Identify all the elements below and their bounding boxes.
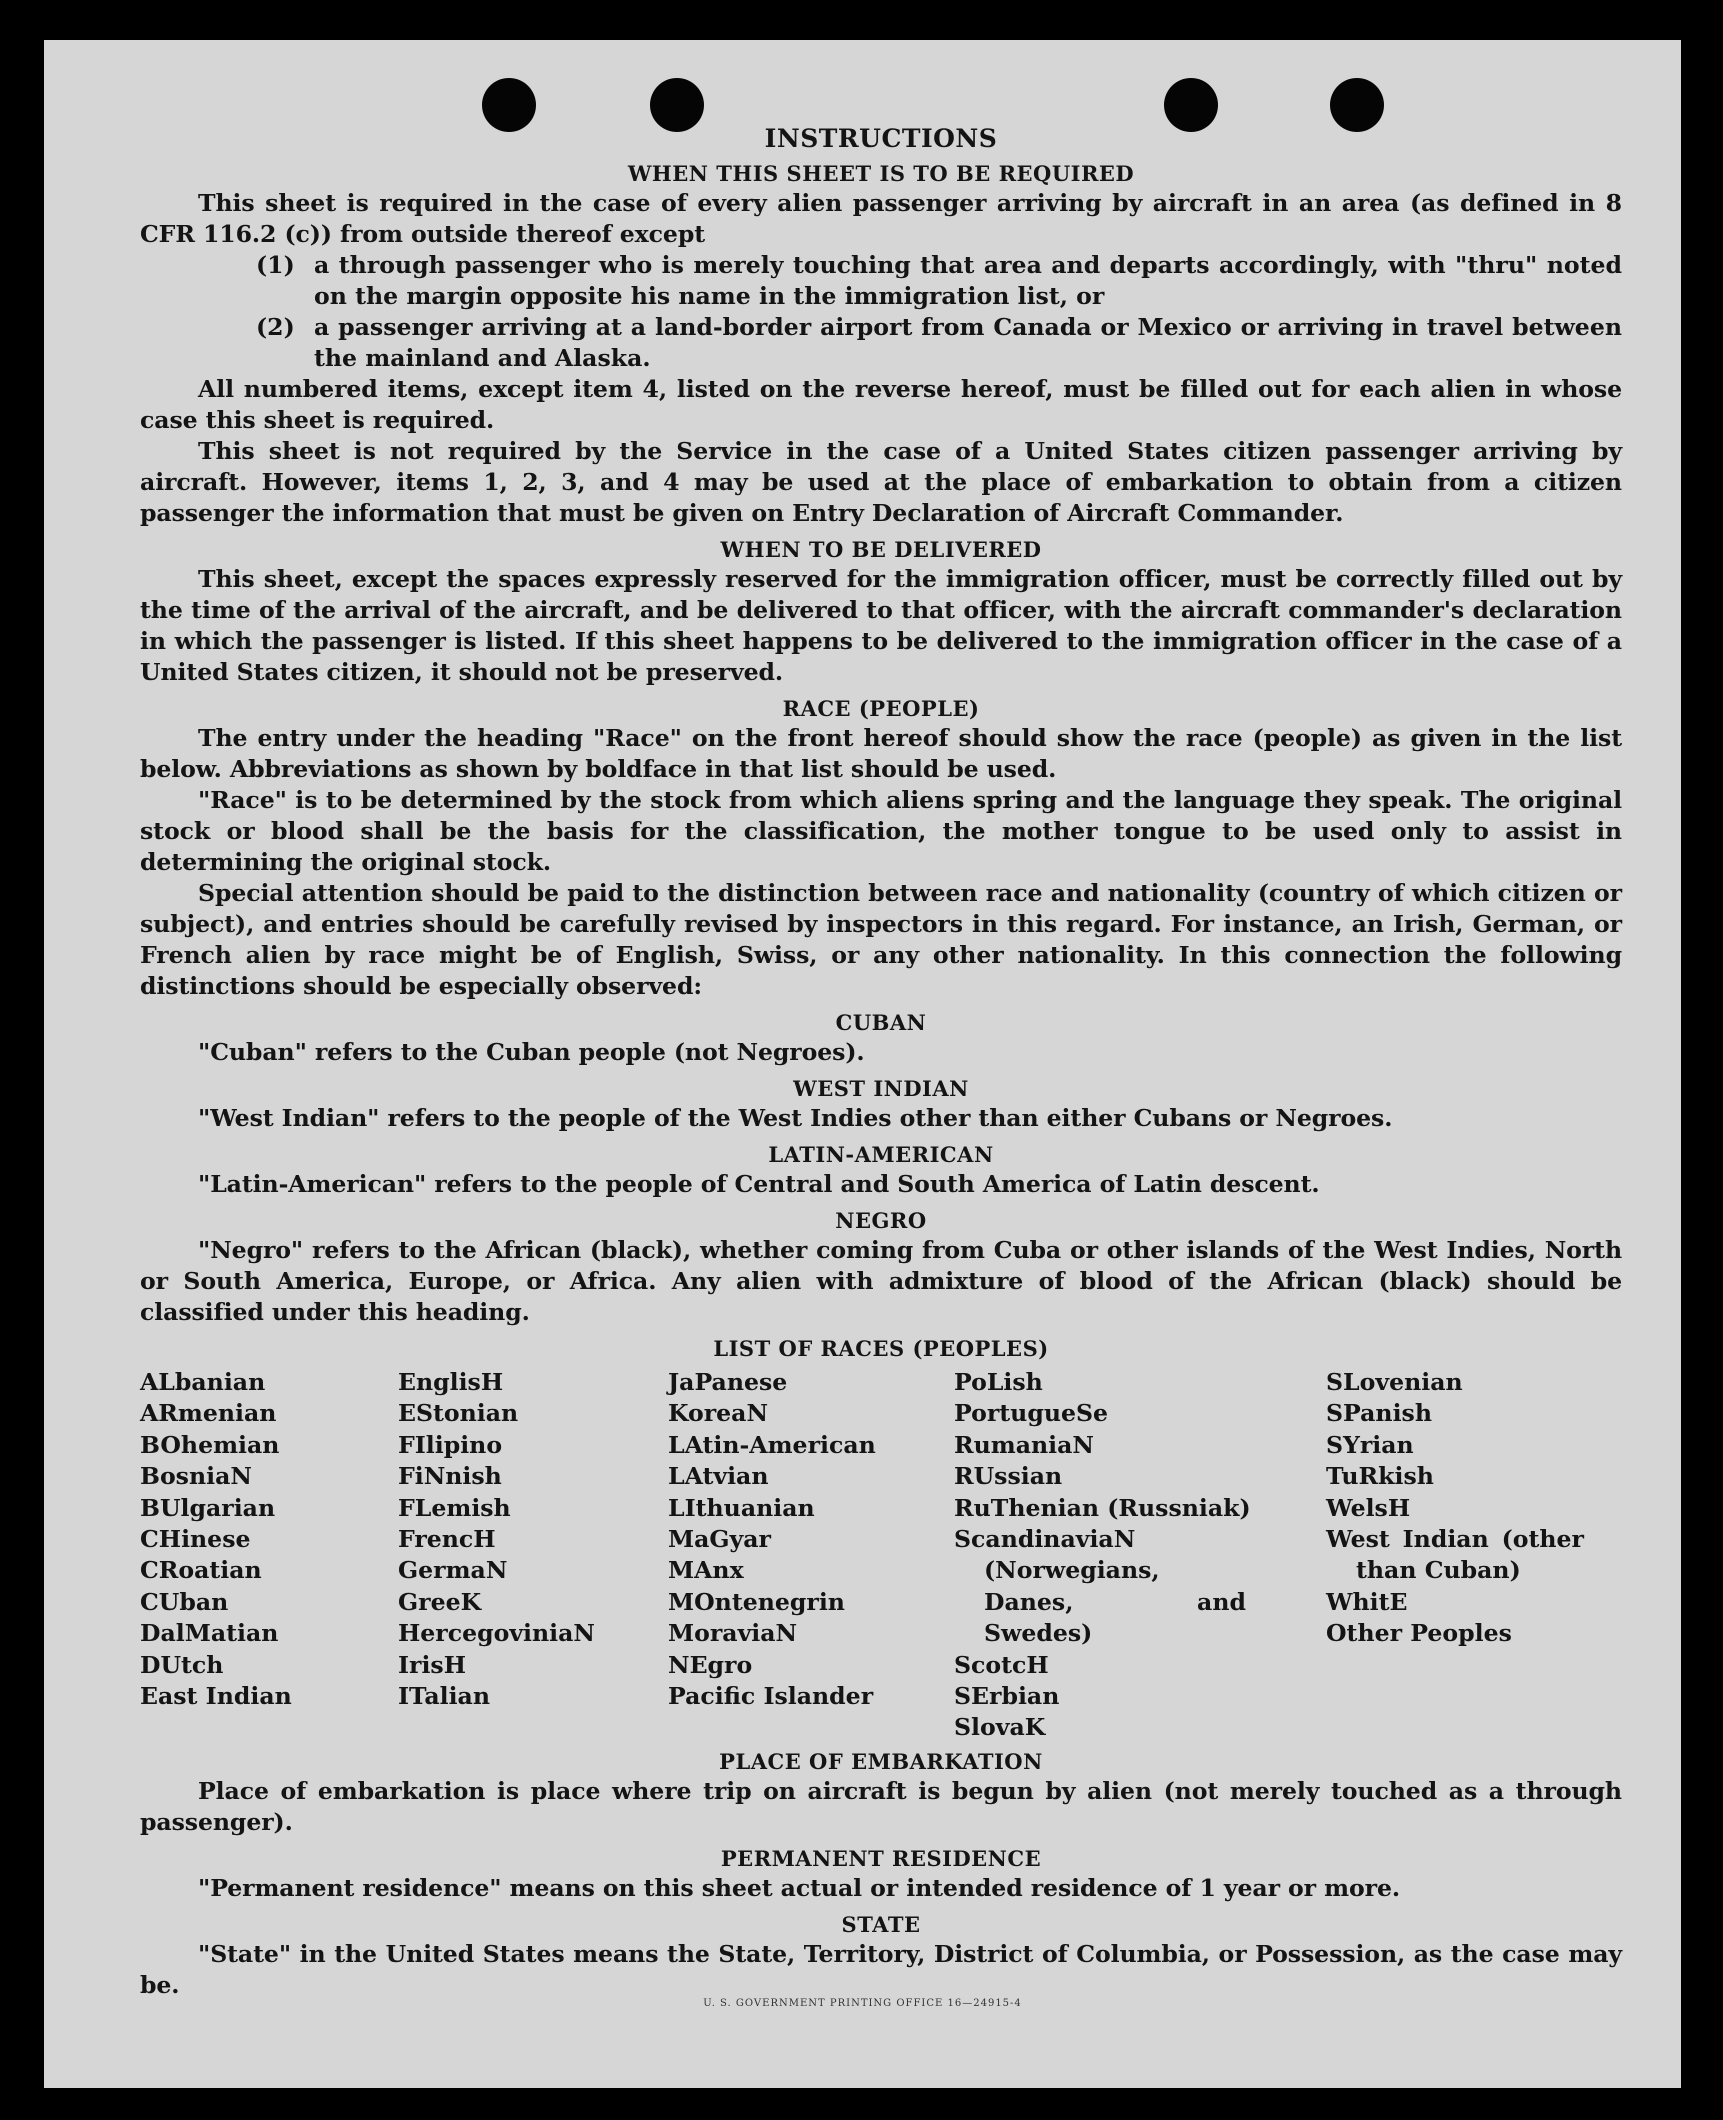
- race-item: LIthuanian: [668, 1493, 815, 1522]
- race-item: ITalian: [398, 1682, 490, 1711]
- section-heading: RACE (PEOPLE): [782, 696, 980, 721]
- race-item: SLovenian: [1326, 1368, 1463, 1396]
- paragraph: This sheet is not required by the Service in the case of a United States citizen passenger arriving by aircraft. However, items 1, 2, 3, and 4 may be used at the place of embarkation to obtain from a citizen passenger the information that must be given on Entry Declaration of Aircraft Commander.: [140, 437, 1622, 527]
- section-heading: CUBAN: [835, 1010, 927, 1035]
- race-column: [668, 1367, 876, 1712]
- section-heading: PLACE OF EMBARKATION: [719, 1749, 1043, 1774]
- race-column: [1326, 1367, 1584, 1650]
- race-column: [140, 1367, 292, 1712]
- race-item: MaGyar: [668, 1525, 771, 1554]
- paragraph: This sheet, except the spaces expressly reserved for the immigration officer, must be correctly filled out by the time of the arrival of the aircraft, and be delivered to that officer, with the aircraft commander's declaration in which the passenger is listed. If this sheet happens to be delivered to the immigration officer in the case of a United States citizen, it should not be preserved.: [140, 565, 1622, 686]
- race-item: EnglisH: [398, 1368, 504, 1396]
- race-item: BOhemian: [140, 1430, 280, 1459]
- race-item: NEgro: [668, 1650, 753, 1679]
- race-item: HercegoviniaN: [398, 1619, 595, 1648]
- race-item: RuThenian (Russniak): [954, 1493, 1251, 1522]
- paragraph: "Permanent residence" means on this sheet actual or intended residence of 1 year or more.: [198, 1874, 1400, 1902]
- race-item: East Indian: [140, 1682, 292, 1711]
- paragraph: This sheet is required in the case of every alien passenger arriving by aircraft in an area (as defined in 8 CFR 116.2 (c)) from outside thereof except: [140, 189, 1622, 248]
- race-item: FLemish: [398, 1493, 511, 1522]
- paragraph: "Latin-American" refers to the people of Central and South America of Latin descent.: [198, 1170, 1320, 1198]
- item-number: (2): [256, 313, 295, 341]
- section-heading: STATE: [841, 1912, 921, 1937]
- paragraph: Place of embarkation is place where trip on aircraft is begun by alien (not merely touched as a through passenger).: [140, 1777, 1622, 1836]
- race-item: LAtvian: [668, 1462, 769, 1491]
- instructions-body: [140, 124, 1622, 2001]
- race-item: RUssian: [954, 1462, 1063, 1491]
- race-item: Pacific Islander: [668, 1682, 874, 1711]
- race-group: [954, 1367, 1251, 1524]
- race-group: [1326, 1587, 1584, 1650]
- race-item: EStonian: [398, 1399, 519, 1428]
- section-heading: LIST OF RACES (PEOPLES): [713, 1336, 1049, 1361]
- race-column: [398, 1367, 595, 1712]
- paragraph: "Cuban" refers to the Cuban people (not Negroes).: [198, 1038, 865, 1066]
- race-item: DUtch: [140, 1650, 224, 1679]
- race-item: SPanish: [1326, 1399, 1432, 1428]
- item-text: a through passenger who is merely touching that area and departs accordingly, with "thru" noted on the margin opposite his name in the immigration list, or: [314, 251, 1622, 310]
- item-number: (1): [256, 251, 295, 279]
- race-item: CUban: [140, 1587, 229, 1616]
- race-item: ScotcH: [954, 1650, 1049, 1679]
- race-item: Other Peoples: [1326, 1619, 1512, 1648]
- race-item: MAnx: [668, 1556, 744, 1585]
- paragraph: The entry under the heading "Race" on the front hereof should show the race (people) as given in the list below. Abbreviations as shown by boldface in that list should be used.: [140, 724, 1622, 783]
- paragraph: "Race" is to be determined by the stock from which aliens spring and the language they speak. The original stock or blood shall be the basis for the classification, the mother tongue to be used only to assist in determining the original stock.: [140, 786, 1622, 876]
- section-heading: LATIN-AMERICAN: [768, 1142, 994, 1167]
- race-item: BosniaN: [140, 1462, 252, 1491]
- section-heading: PERMANENT RESIDENCE: [720, 1846, 1042, 1871]
- race-item: WelsH: [1326, 1493, 1411, 1522]
- race-item: DalMatian: [140, 1619, 279, 1648]
- race-item: MoraviaN: [668, 1619, 798, 1648]
- race-column: [954, 1367, 1251, 1744]
- race-item: RumaniaN: [954, 1430, 1094, 1459]
- race-item: KoreaN: [668, 1399, 769, 1428]
- race-item: FiNnish: [398, 1462, 502, 1491]
- paragraph: Special attention should be paid to the distinction between race and nationality (country of which citizen or subject), and entries should be carefully revised by inspectors in this regard. For instance, an Irish, German, or French alien by race might be of English, Swiss, or any other nationality. In this connection the following distinctions should be especially observed:: [140, 879, 1622, 1000]
- printer-imprint: U. S. GOVERNMENT PRINTING OFFICE 16—24915-4: [703, 1998, 1022, 2009]
- exceptions-list: [140, 250, 1622, 374]
- race-item: FrencH: [398, 1525, 496, 1554]
- paragraph: All numbered items, except item 4, listed on the reverse hereof, must be filled out for each alien in whose case this sheet is required.: [140, 375, 1622, 434]
- race-item: BUlgarian: [140, 1493, 276, 1522]
- section-heading: NEGRO: [835, 1208, 927, 1233]
- race-item: WhitE: [1326, 1587, 1408, 1616]
- race-item: CHinese: [140, 1525, 251, 1554]
- race-item: TuRkish: [1326, 1462, 1434, 1491]
- race-item: FIlipino: [398, 1430, 503, 1459]
- document-page: [44, 40, 1681, 2088]
- race-group: [1326, 1367, 1584, 1524]
- paragraph: "West Indian" refers to the people of the West Indies other than either Cubans or Negroes.: [198, 1104, 1393, 1132]
- section-heading: WHEN THIS SHEET IS TO BE REQUIRED: [627, 161, 1135, 186]
- item-text: a passenger arriving at a land-border airport from Canada or Mexico or arriving in travel between the mainland and Alaska.: [314, 313, 1622, 372]
- race-item: SErbian: [954, 1682, 1060, 1711]
- race-item: SYrian: [1326, 1430, 1414, 1459]
- section-heading: WEST INDIAN: [793, 1076, 969, 1101]
- race-group: [954, 1650, 1246, 1744]
- race-item: ALbanian: [140, 1368, 266, 1396]
- race-item: LAtin-American: [668, 1430, 876, 1459]
- list-item: [140, 312, 1622, 374]
- race-item: ARmenian: [140, 1399, 277, 1428]
- race-list: [140, 1367, 1622, 1741]
- race-item: JaPanese: [668, 1368, 788, 1396]
- race-item: PortugueSe: [954, 1399, 1109, 1428]
- race-item: GreeK: [398, 1587, 482, 1616]
- race-item: West Indian (other than Cuban): [1326, 1525, 1584, 1585]
- list-item: [140, 250, 1622, 312]
- race-item: IrisH: [398, 1650, 467, 1679]
- paragraph: "State" in the United States means the State, Territory, District of Columbia, or Possession, as the case may be.: [140, 1940, 1622, 1999]
- race-item: GermaN: [398, 1556, 508, 1585]
- page-title: INSTRUCTIONS: [764, 124, 998, 153]
- race-item: PoLish: [954, 1368, 1043, 1396]
- section-heading: WHEN TO BE DELIVERED: [720, 537, 1042, 562]
- race-item: SlovaK: [954, 1713, 1046, 1742]
- paragraph: "Negro" refers to the African (black), whether coming from Cuba or other islands of the West Indies, North or South America, Europe, or Africa. Any alien with admixture of blood of the African (black) should be classified under this heading.: [140, 1236, 1622, 1326]
- race-item: CRoatian: [140, 1556, 262, 1585]
- race-item: ScandinaviaN (Norwegians, Danes, and Swedes): [954, 1525, 1246, 1648]
- race-item: MOntenegrin: [668, 1587, 845, 1616]
